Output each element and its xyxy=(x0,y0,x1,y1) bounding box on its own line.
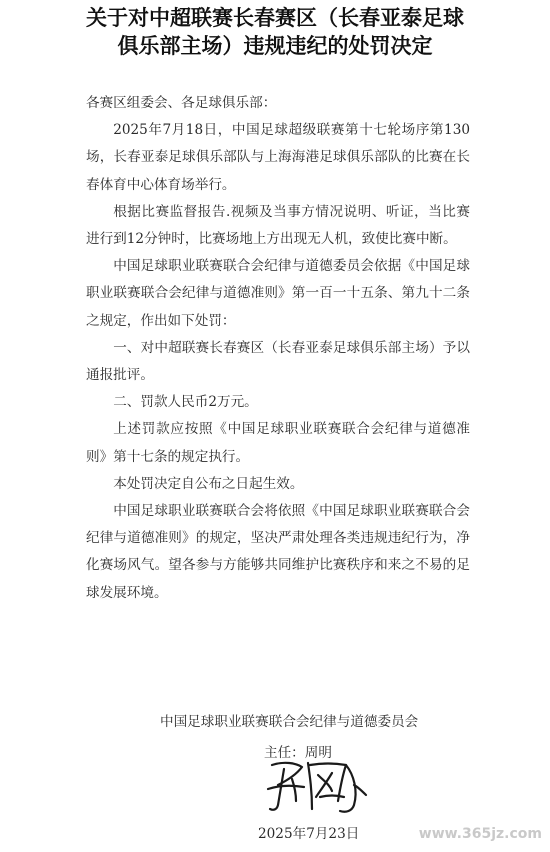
handwritten-signature-icon xyxy=(262,755,372,817)
paragraph-legal-basis: 中国足球职业联赛联合会纪律与道德委员会依据《中国足球职业联赛联合会纪律与道德准则》第一百一十五条、第九十二条之规定，作出如下处罚： xyxy=(86,258,470,329)
paragraph-incident: 根据比赛监督报告.视频及当事方情况说明、听证，当比赛进行到12分钟时，比赛场地上方出现无人机，致使比赛中断。 xyxy=(86,203,470,248)
paragraph-match-info: 2025年7月18日，中国足球超级联赛第十七轮场序第130场，长春亚泰足球俱乐部队与上海海港足球俱乐部队的比赛在长春体育中心体育场举行。 xyxy=(86,122,470,193)
paragraph-closing: 中国足球职业联赛联合会将依照《中国足球职业联赛联合会纪律与道德准则》的规定，坚决严肃处理各类违规违纪行为，净化赛场风气。望各参与方能够共同维护比赛秩序和来之不易的足球发展环境。 xyxy=(86,503,470,601)
paragraph-penalty-2: 二、罚款人民币2万元。 xyxy=(113,394,258,411)
document-title xyxy=(0,4,550,60)
salutation: 各赛区组委会、各足球俱乐部： xyxy=(86,95,277,111)
issuing-organization: 中国足球职业联赛联合会纪律与道德委员会 xyxy=(160,714,419,730)
title-line-1: 关于对中超联赛长春赛区（长春亚泰足球 xyxy=(86,5,464,30)
decision-date: 2025年7月23日 xyxy=(258,826,360,842)
paragraph-fine-execution: 上述罚款应按照《中国足球职业联赛联合会纪律与道德准则》第十七条的规定执行。 xyxy=(86,421,470,465)
site-watermark: www.365jz.com xyxy=(418,826,542,842)
paragraph-effective: 本处罚决定自公布之日起生效。 xyxy=(113,475,304,492)
director-name: 主任：周明 xyxy=(264,745,332,761)
title-line-2: 俱乐部主场）违规违纪的处罚决定 xyxy=(117,33,433,58)
document-body xyxy=(86,90,470,607)
paragraph-penalty-1: 一、对中超联赛长春赛区（长春亚泰足球俱乐部主场）予以通报批评。 xyxy=(86,339,470,384)
